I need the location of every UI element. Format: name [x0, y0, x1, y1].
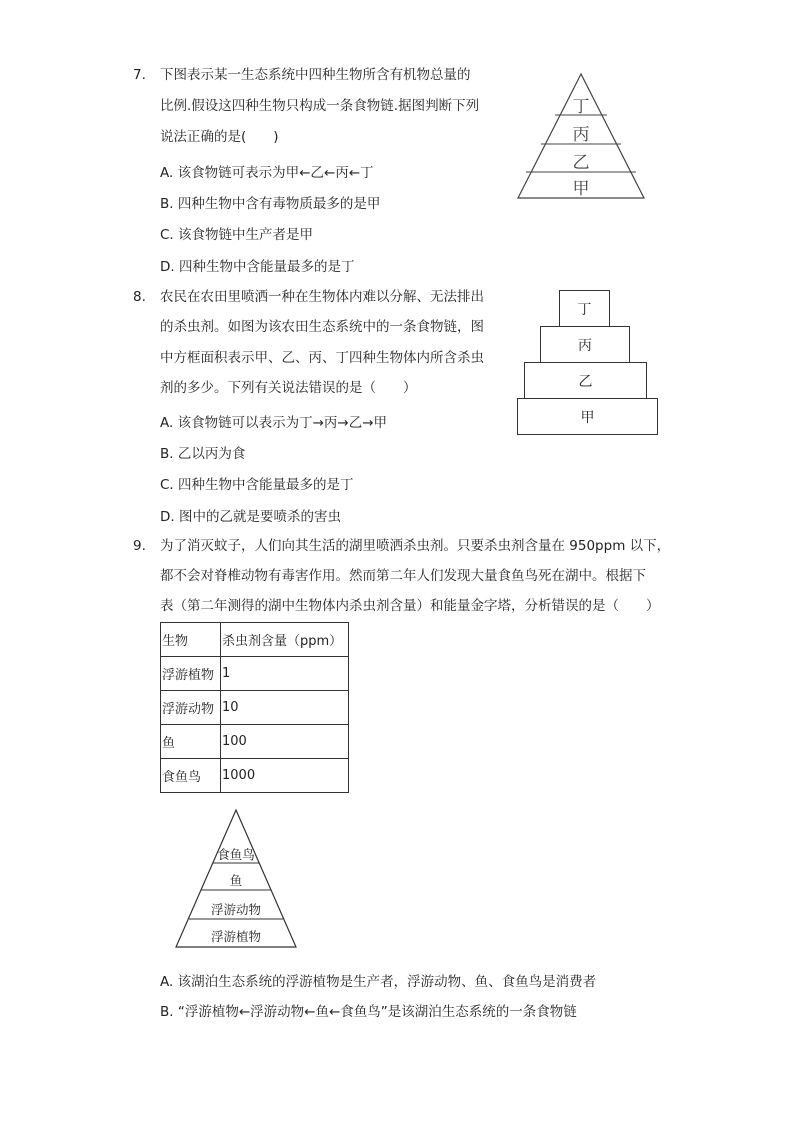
q8-option-a[interactable]: A. 该食物链可以表示为丁→丙→乙→甲 [160, 415, 388, 431]
q8-box-jia: 甲 [517, 398, 658, 435]
q8-box-ding: 丁 [559, 290, 610, 327]
table-cell-ppm: 1 [221, 657, 349, 691]
q9-energy-pyramid [172, 808, 300, 950]
q7-pyramid-label-bing: 丙 [572, 125, 590, 145]
table-cell-organism: 鱼 [161, 725, 221, 759]
q8-box-yi: 乙 [524, 362, 647, 399]
q9-stem-line-2: 都不会对脊椎动物有毒害作用。然而第二年人们发现大量食鱼鸟死在湖中。根据下 [160, 568, 646, 584]
q7-stem-line-3: 说法正确的是( ) [160, 129, 279, 145]
table-cell-organism: 浮游动物 [161, 691, 221, 725]
q9-pyramid-label-bird: 食鱼鸟 [217, 847, 255, 862]
q7-pyramid-label-ding: 丁 [572, 97, 590, 117]
table-row [161, 657, 349, 691]
q9-stem-line-3: 表（第二年测得的湖中生物体内杀虫剂含量）和能量金字塔，分析错误的是（ ） [160, 598, 660, 614]
table-cell-organism: 食鱼鸟 [161, 759, 221, 793]
q7-option-b[interactable]: B. 四种生物中含有毒物质最多的是甲 [160, 196, 381, 212]
table-cell-organism: 浮游植物 [161, 657, 221, 691]
q9-stem-line-1: 为了消灭蚊子，人们向其生活的湖里喷洒杀虫剂。只要杀虫剂含量在 950ppm 以下， [160, 538, 671, 554]
table-header-row [161, 623, 349, 657]
q7-option-c[interactable]: C. 该食物链中生产者是甲 [160, 227, 314, 243]
q8-stem-line-1: 农民在农田里喷洒一种在生物体内难以分解、无法排出 [160, 289, 484, 305]
table-row [161, 725, 349, 759]
q9-pyramid-label-fish: 鱼 [229, 873, 243, 888]
q7-option-d[interactable]: D. 四种生物中含能量最多的是丁 [160, 259, 355, 275]
table-cell-ppm: 100 [221, 725, 349, 759]
q8-stem-line-2: 的杀虫剂。如图为该农田生态系统中的一条食物链，图 [160, 319, 484, 335]
q7-pyramid-diagram [512, 72, 650, 202]
table-header-organism: 生物 [161, 623, 221, 657]
q7-pyramid-label-jia: 甲 [572, 179, 590, 199]
table-row [161, 691, 349, 725]
q9-option-a[interactable]: A. 该湖泊生态系统的浮游植物是生产者，浮游动物、鱼、食鱼鸟是消费者 [160, 974, 597, 990]
q9-option-b[interactable]: B. “浮游植物←浮游动物←鱼←食鱼鸟”是该湖泊生态系统的一条食物链 [160, 1004, 577, 1020]
q9-pesticide-table [160, 622, 349, 793]
q7-option-a[interactable]: A. 该食物链可表示为甲←乙←丙←丁 [160, 165, 374, 181]
q9-pyramid-label-zooplankton: 浮游动物 [210, 902, 261, 917]
q8-stem-line-4: 剂的多少。下列有关说法错误的是（ ） [160, 380, 417, 396]
q8-option-b[interactable]: B. 乙以丙为食 [160, 446, 246, 462]
table-header-pesticide: 杀虫剂含量（ppm） [221, 623, 349, 657]
q8-box-bing: 丙 [540, 326, 630, 363]
q8-option-d[interactable]: D. 图中的乙就是要喷杀的害虫 [160, 509, 341, 525]
q8-option-c[interactable]: C. 四种生物中含能量最多的是丁 [160, 477, 354, 493]
q9-pyramid-label-phytoplankton: 浮游植物 [210, 929, 261, 944]
q8-stem-line-3: 中方框面积表示甲、乙、丙、丁四种生物体内所含杀虫 [160, 350, 484, 366]
q8-number: 8. [133, 289, 146, 305]
q9-number: 9. [133, 538, 146, 554]
q7-stem-line-1: 下图表示某一生态系统中四种生物所含有机物总量的 [160, 67, 471, 83]
q7-stem-line-2: 比例.假设这四种生物只构成一条食物链.据图判断下列 [160, 98, 480, 114]
q7-pyramid-label-yi: 乙 [572, 153, 590, 173]
q7-number: 7. [133, 67, 146, 83]
table-cell-ppm: 10 [221, 691, 349, 725]
table-row [161, 759, 349, 793]
table-cell-ppm: 1000 [221, 759, 349, 793]
